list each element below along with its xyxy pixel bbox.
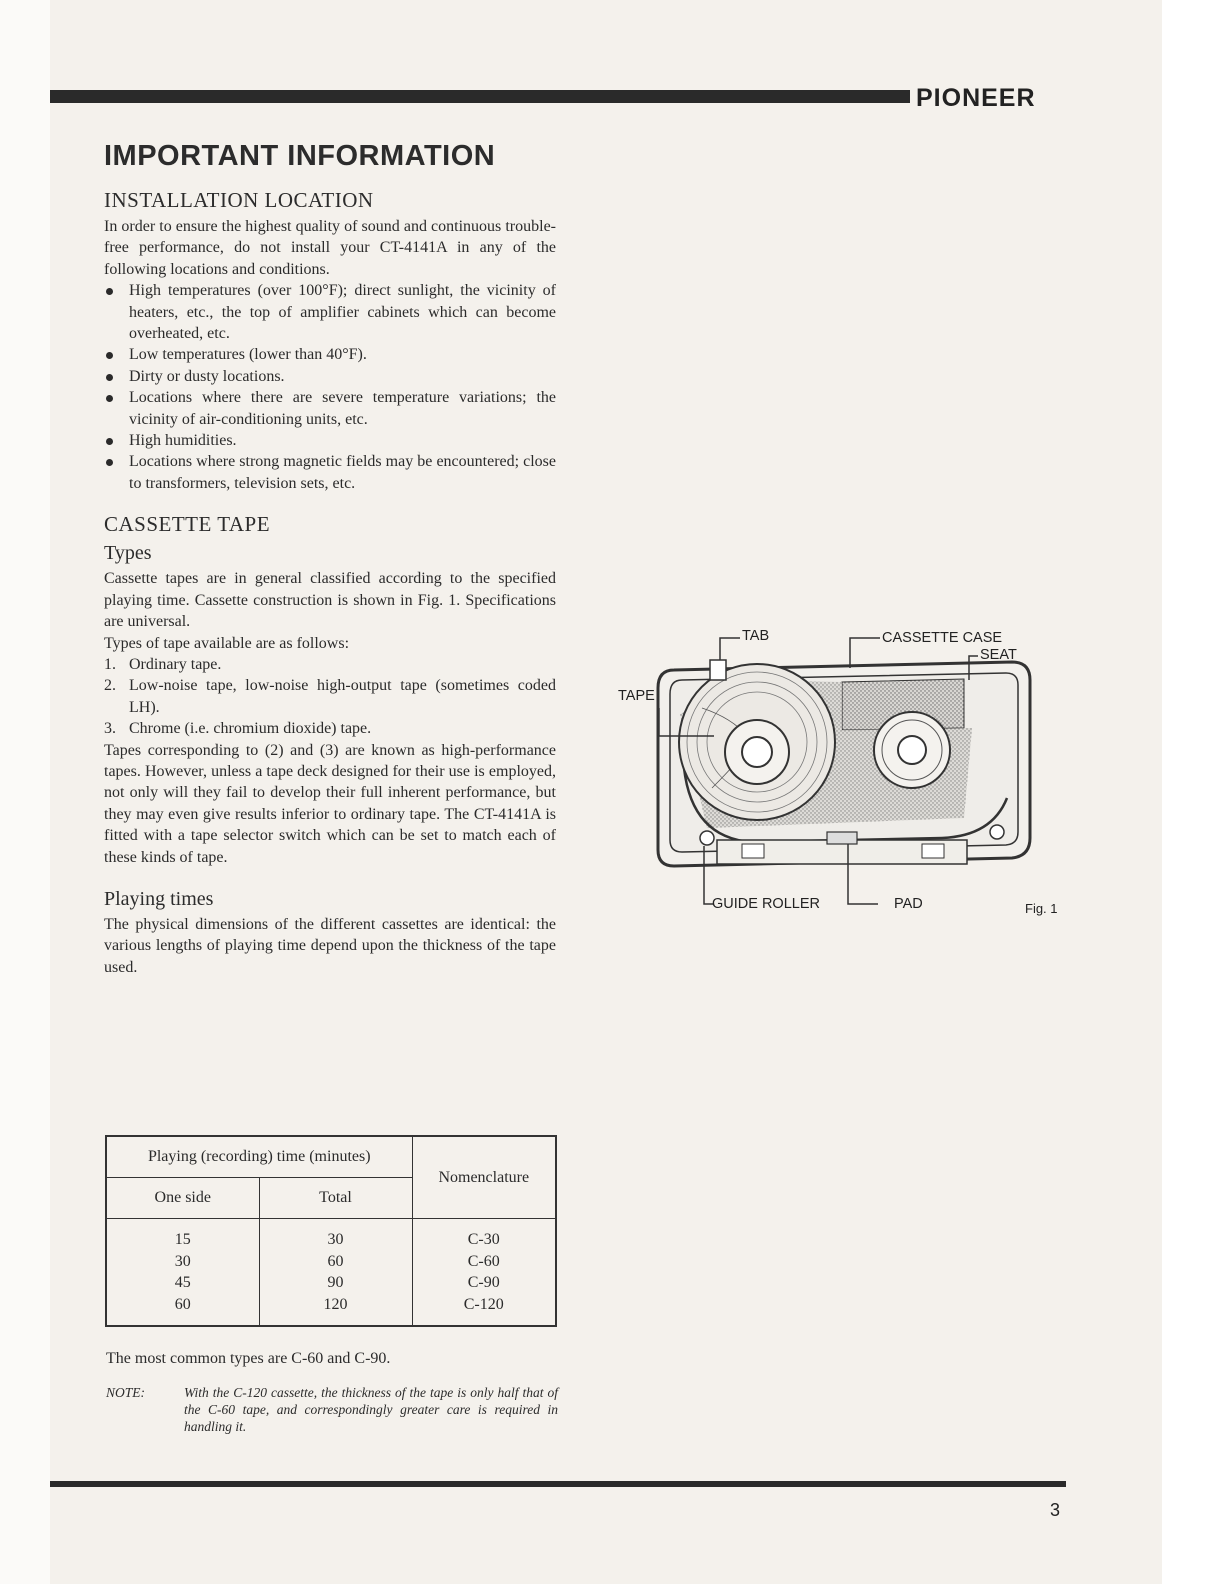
table-header-nomenclature: Nomenclature (412, 1136, 556, 1219)
seat-label: SEAT (980, 647, 1017, 663)
figure-caption: Fig. 1 (1025, 901, 1058, 916)
note (106, 1384, 558, 1435)
playing-times-table (105, 1135, 557, 1327)
cassette-case-label: CASSETTE CASE (882, 630, 1003, 646)
cassette-figure (612, 618, 1092, 923)
page-title: IMPORTANT INFORMATION (104, 140, 496, 172)
list-item: 2. Low-noise tape, low-noise high-output tape (sometimes coded LH). (104, 677, 556, 716)
tab-label: TAB (742, 628, 770, 644)
types-lead: Types of tape available are as follows: (104, 634, 350, 652)
footer-rule (50, 1481, 1066, 1487)
brand-logo: PIONEER (916, 84, 1036, 112)
types-heading: Types (104, 542, 152, 565)
note-text: With the C-120 cassette, the thickness of the tape is only half that of the C-60 tape, and correspondingly greater care is required in handling it. (184, 1385, 558, 1434)
installation-intro: In order to ensure the highest quality of sound and continuous trouble-free performance, do not install your CT-4141A in any of the following locations and conditions. (104, 218, 556, 278)
list-item: Locations where strong magnetic fields may be encountered; close to transformers, television sets, etc. (104, 451, 556, 494)
playing-times-heading: Playing times (104, 887, 214, 910)
page-margin-left (0, 0, 50, 1584)
common-types-text: The most common types are C-60 and C-90. (106, 1350, 391, 1367)
installation-heading: INSTALLATION LOCATION (104, 188, 374, 212)
total-values: 30 60 90 120 (259, 1219, 412, 1327)
types-intro: Cassette tapes are in general classified according to the specified playing time. Cassette construction is shown in Fig. 1. Specifications are universal. (104, 570, 556, 631)
tape-label: TAPE (618, 688, 655, 704)
left-column (104, 138, 556, 978)
page-margin-right (1162, 0, 1224, 1584)
list-item: High temperatures (over 100°F); direct sunlight, the vicinity of heaters, etc., the top of amplifier cabinets which can become overheated, etc. (104, 280, 556, 344)
list-item: Locations where there are severe temperature variations; the vicinity of air-conditioning units, etc. (104, 387, 556, 430)
list-item: Low temperatures (lower than 40°F). (104, 344, 556, 365)
tape-types-list (104, 654, 556, 740)
list-item: 3. Chrome (i.e. chromium dioxide) tape. (104, 720, 372, 738)
types-body: Tapes corresponding to (2) and (3) are known as high-performance tapes. However, unless a tape deck designed for their use is employed, not only will they fail to develop their full inherent performance, but they may even give results inferior to ordinary tape. The CT-4141A is fitted with a tape selector switch which can be set to match each of these kinds of tape. (104, 741, 556, 866)
table-header-total: Total (259, 1178, 412, 1219)
header-rule (50, 90, 910, 103)
table-group-header: Playing (recording) time (minutes) (106, 1136, 412, 1178)
note-label: NOTE: (106, 1385, 146, 1400)
page-number: 3 (1050, 1500, 1061, 1520)
pad-label: PAD (894, 896, 923, 912)
guide-roller-label: GUIDE ROLLER (712, 896, 820, 912)
list-item: High humidities. (104, 430, 556, 451)
installation-bullet-list (104, 280, 556, 494)
table-row (106, 1219, 556, 1327)
list-item: Dirty or dusty locations. (104, 366, 556, 387)
list-item: 1. Ordinary tape. (104, 655, 222, 673)
nomenclature-values: C-30 C-60 C-90 C-120 (412, 1219, 556, 1327)
table-header-one-side: One side (106, 1178, 259, 1219)
cassette-tape-heading: CASSETTE TAPE (104, 512, 271, 537)
one-side-values: 15 30 45 60 (106, 1219, 259, 1327)
playing-times-body: The physical dimensions of the different cassettes are identical: the various lengths of playing time depend upon the thickness of the tape used. (104, 915, 556, 976)
cassette-illustration (612, 618, 1092, 923)
